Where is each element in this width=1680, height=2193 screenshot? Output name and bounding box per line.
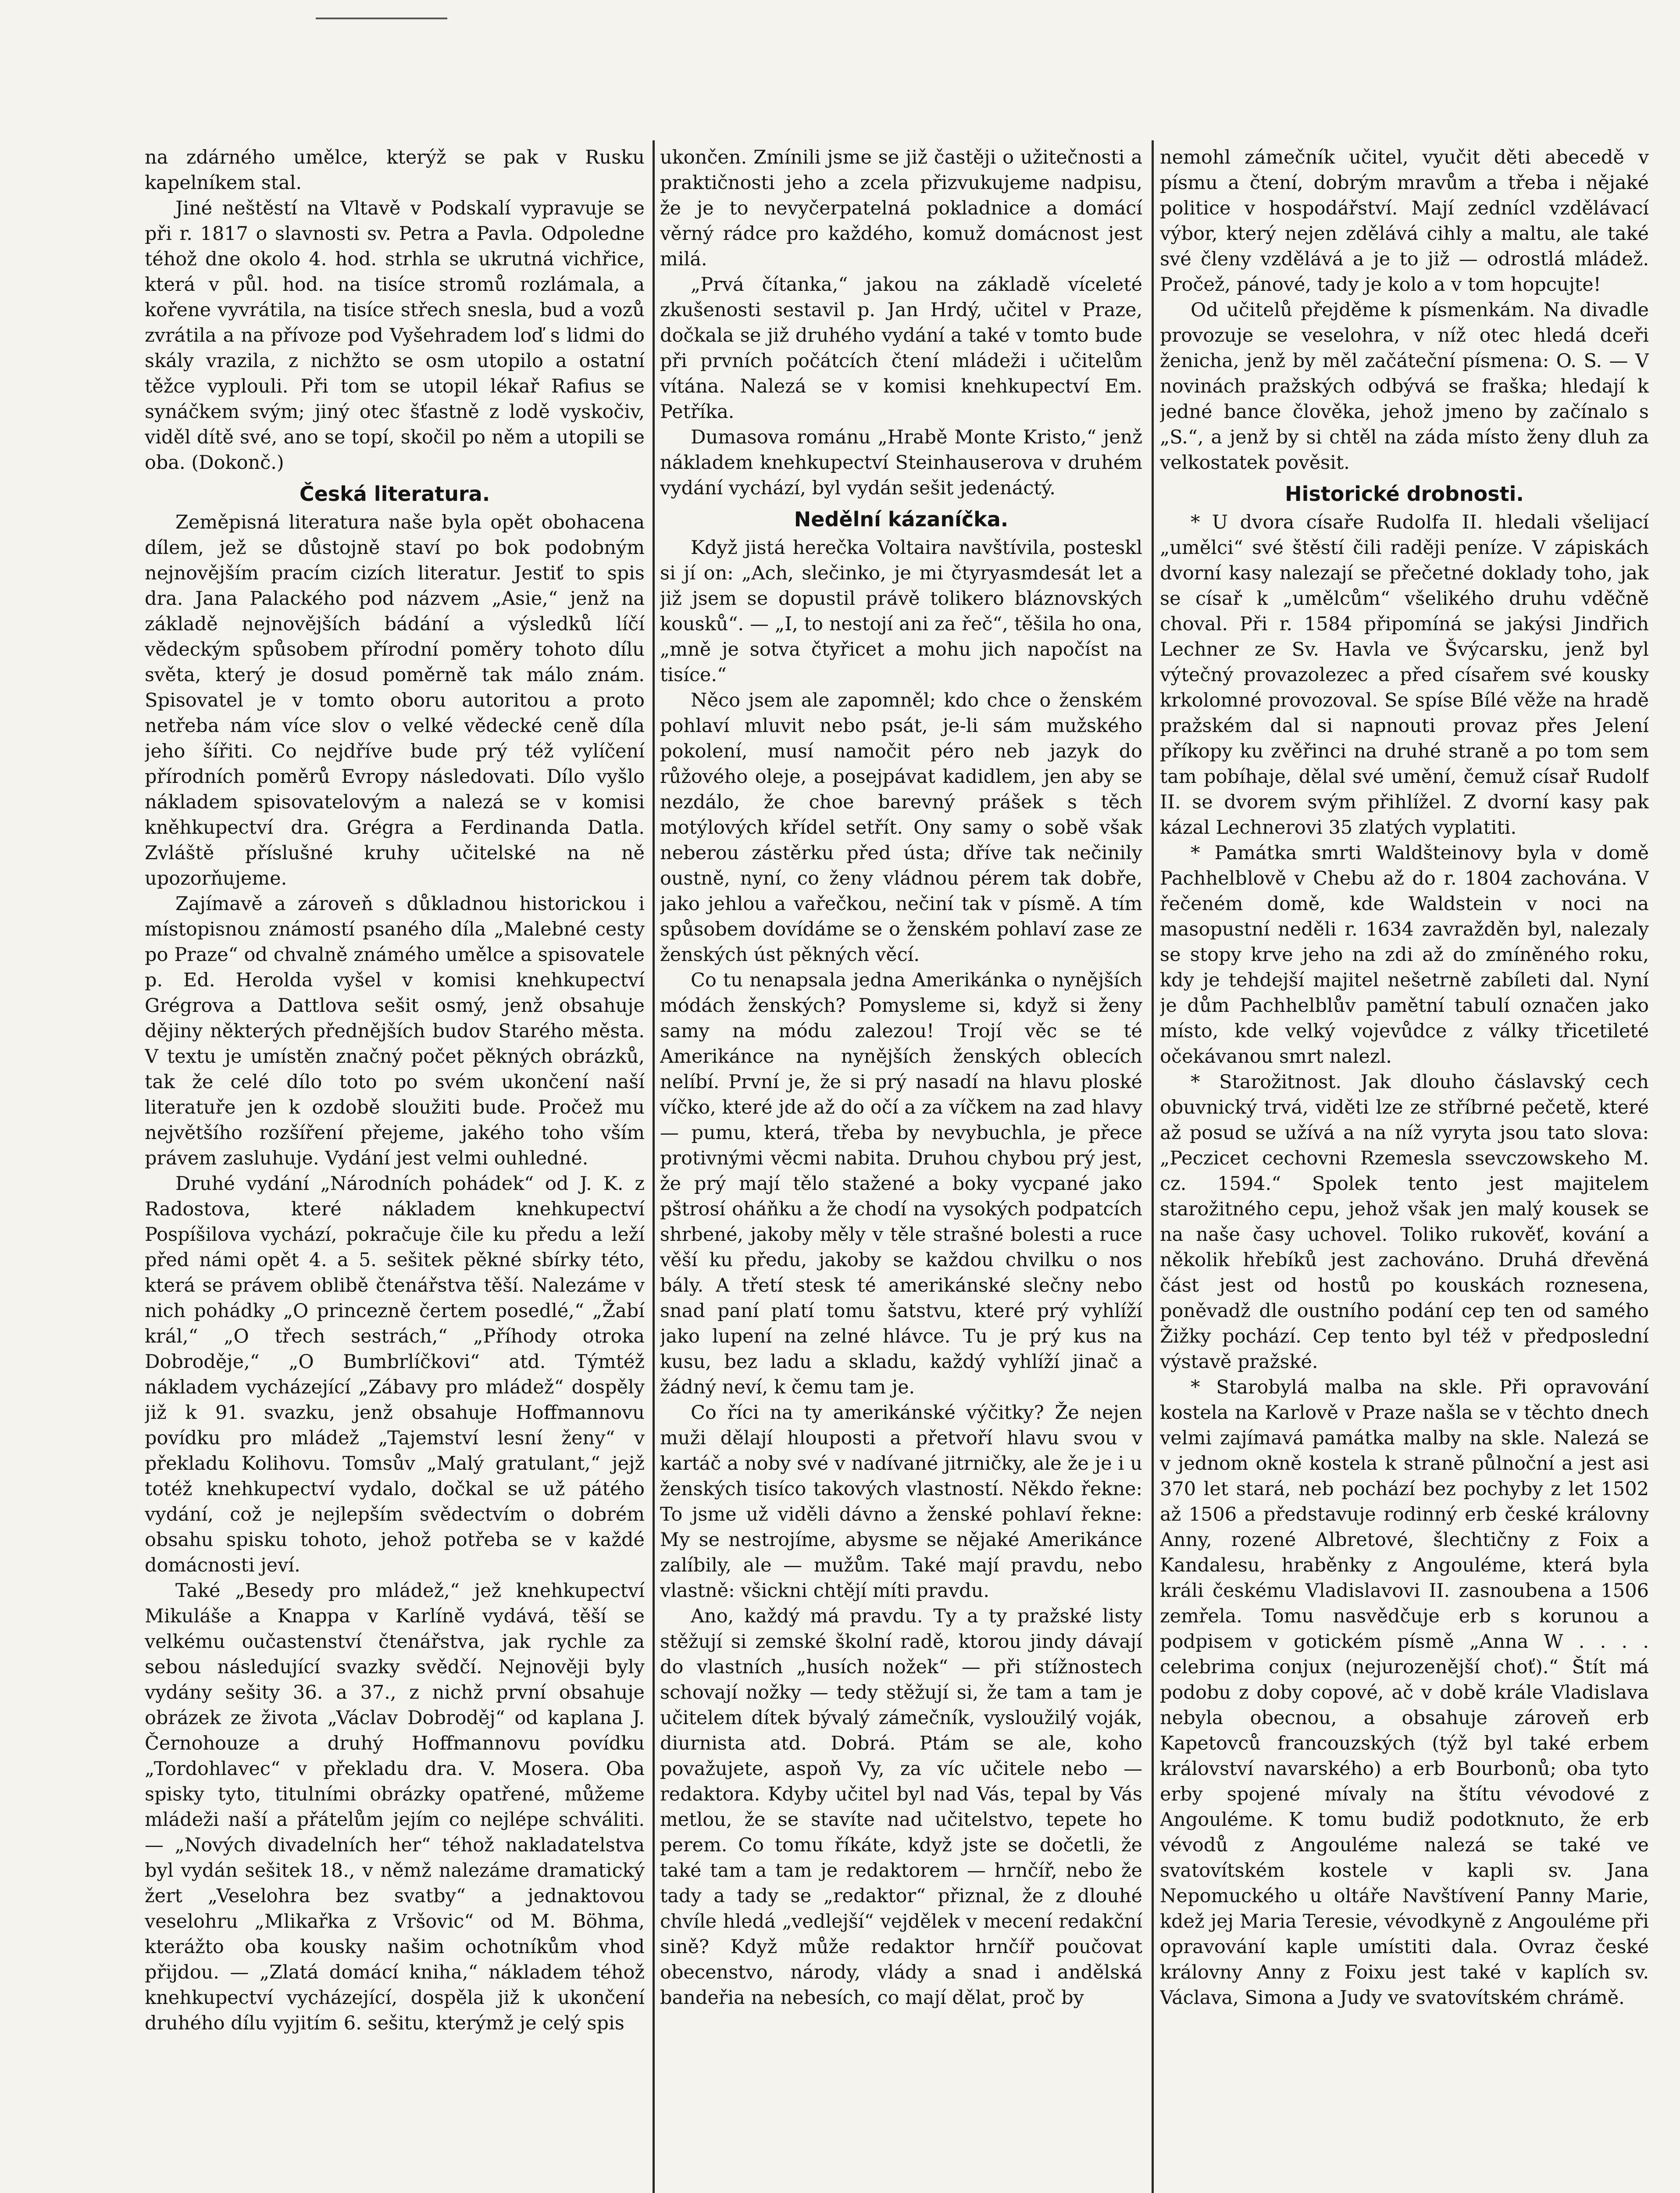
paragraph: Něco jsem ale zapomněl; kdo chce o ženském pohlaví mluvit nebo psát, je-li sám mužského pokolení, musí namočit péro neb jazyk do růžového oleje, a posejpávat kadidlem, jen aby se nezdálo, že choe barevný prášek s těch motýlových křídel setřít. Ony samy o sobě však neberou zástěrku před ústa; dříve tak nečinily oustně, nyní, co ženy vládnou pérem tak dobře, jako jehlou a vařečkou, nečiní tak v písmě. A tím spůsobem dovídáme se o ženském pohlaví zase ze ženských úst pěkných věcí. (660, 689, 1142, 966)
column-middle (660, 145, 1142, 2193)
paragraph: * Památka smrti Waldšteinovy byla v domě Pachhelblově v Chebu až do r. 1804 zachována. V řečeném domě, kde Waldstein v noci na masopustní neděli r. 1634 zavražděn byl, nalezaly se stopy krve jeho na zdi až do zmíněného roku, kdy je tehdejší majitel nešetrně zabíleti dal. Nyní je dům Pachhelblův pamětní tabulí označen jako místo, kde velký vojevůdce z války třicetileté očekávanou smrt nalezl. (1160, 842, 1649, 1068)
paragraph: Zajímavě a zároveň s důkladnou historickou i místopisnou známostí psaného díla „Malebné cesty po Praze“ od chvalně známého umělce a spisovatele p. Ed. Herolda vyšel v komisi knehkupectví Grégrova a Dattlova sešit osmý, jenž obsahuje dějiny některých přednějších budov Starého města. V textu je umístěn značný počet pěkných obrázků, tak že celé dílo toto po svém ukončení naší literatuře jen k ozdobě sloužiti bude. Pročež mu největšího rozšíření přejeme, jakého toho vším právem zasluhuje. Vydání jest velmi ouhledné. (145, 893, 645, 1169)
column-right (1160, 145, 1649, 2193)
paragraph: Také „Besedy pro mládež,“ jež knehkupectví Mikuláše a Knappa v Karlíně vydává, těší se velkému oučastenství čtenářstva, jak rychle za sebou následující svazky svědčí. Nejnověji byly vydány sešity 36. a 37., z nichž první obsahuje obrázek ze života „Václav Dobroděj“ od kaplana J. Černohouze a druhý Hoffmannovu povídku „Tordohlavec“ v překladu dra. V. Mosera. Oba spisky tyto, titulními obrázky opatřené, můžeme mládeži naší a přátelům jejím co nejlépe schváliti. — „Nových divadelních her“ téhož nakladatelstva byl vydán sešitek 18., v němž nalezáme dramatický žert „Veselohra bez svatby“ a jednaktovou veselohru „Mlikařka z Vršovic“ od M. Böhma, kterážto oba kousky našim ochotníkům vhod přijdou. — „Zlatá domácí kniha,“ nákladem téhož knehkupectví vycházející, dospěla již k ukončení druhého dílu vyjitím 6. sešitu, kterýmž je celý spis (145, 1580, 645, 2034)
paragraph: „Prvá čítanka,“ jakou na základě víceleté zkušenosti sestavil p. Jan Hrdý, učitel v Praze, dočkala se již druhého vydání a také v tomto bude při prvních počátcích čtení mládeži i učitelům vítána. Nalezá se v komisi knehkupectví Em. Petříka. (660, 274, 1142, 423)
paragraph: Ano, každý má pravdu. Ty a ty pražské listy stěžují si zemské školní radě, ktorou jindy dávají do vlastních „husích nožek“ — při stížnostech schovají nožky — tedy stěžují si, že tam a tam je učitelem dítek bývalý zámečník, vysloužilý voják, diurnista atd. Dobrá. Ptám se ale, koho považujete, aspoň Vy, za víc učitele nebo — redaktora. Kdyby učitel byl nad Vás, tepal by Vás metlou, že se stavíte nad učitelstvo, tepete ho perem. Co tomu říkáte, když jste se dočetli, že také tam a tam je redaktorem — hrnčíř, nebo že tady a tady se „redaktor“ přiznal, že z dlouhé chvíle hledá „vedlejší“ vejdělek v mecení redakční sině? Když může redaktor hrnčíř poučovat obecenstvo, národy, vlády a snad i andělská bandeřia na nebesích, co mají dělat, proč by (660, 1605, 1142, 2009)
paragraph: * Starožitnost. Jak dlouho čáslavský cech obuvnický trvá, viděti lze ze stříbrné pečetě, které až posud se užívá a na níž vyryta jsou tato slova: „Peczicet cechovni Rzemesla ssevczowskeho M. cz. 1594.“ Spolek tento jest majitelem starožitného cepu, jehož však jen malý kousek se na naše časy uchovel. Toliko rukověť, kování a několik hřebíků jest zachováno. Druhá dřevěná část jest od hostů po kouskách roznesena, poněvadž dle oustního podání cep ten od samého Žižky pochází. Cep tento byl též v předposlední výstavě pražské. (1160, 1071, 1649, 1373)
section-heading-czech-literature: Česká literatura. (299, 482, 490, 506)
paragraph: Co říci na ty amerikánské výčitky? Že nejen muži dělají hlouposti a přetvoří hlavu svou v kartáč a noby své v nadívané jitrničky, ale že je i u ženských tisíco takových vlastností. Někdo řekne: To jsme už viděli dávno a ženské pohlaví řekne: My se nestrojíme, abysme se nějaké Amerikánce zalíbily, ale — mužům. Také mají pravdu, nebo vlastně: všickni chtějí míti pravdu. (660, 1402, 1142, 1602)
paragraph: na zdárného umělce, kterýž se pak v Rusku kapelníkem stal. (145, 146, 645, 194)
column-left (145, 145, 645, 2193)
paragraph: ukončen. Zmínili jsme se již častěji o užitečnosti a praktičnosti jeho a zcela přizvukujeme nadpisu, že je to nevyčerpatelná pokladnice a domácí věrný rádce pro každého, komuž domácnost jest milá. (660, 146, 1142, 270)
column-divider (1152, 140, 1154, 2193)
paragraph: * U dvora císaře Rudolfa II. hledali všelijací „umělci“ své štěstí čili raději peníze. V zápiskách dvorní kasy nalezají se přečetné doklady toho, jak se císař k „umělcům“ všelikého druhu vděčně choval. Při r. 1584 připomíná se jakýsi Jindřich Lechner ze Sv. Havla ve Švýcarsku, jenž byl výtečný provazolezec a před císařem své kousky krkolomné provozoval. Se spíse Bílé věže na hradě pražském dal si napnouti provaz přes Jelení příkopy ku zvěřinci na druhé straně a po tom sem tam pobíhaje, dělal své umění, čemuž císař Rudolf II. se dvorem svým přihlížel. Z dvorní kasy pak kázal Lechnerovi 35 zlatých vyplatiti. (1160, 511, 1649, 839)
paragraph: Když jistá herečka Voltaira navštívila, posteskl si jí on: „Ach, slečinko, je mi čtyryasmdesát let a již jsem se dopustil právě tolikero bláznovských kousků“. — „I, to nestojí ani za řeč“, těšila ho ona, „mně je sotva čtyřicet a mohu jich napočíst na tisíce.“ (660, 537, 1142, 686)
section-heading-sunday-sermons: Nedělní kázaníčka. (794, 507, 1009, 531)
paragraph: Co tu nenapsala jedna Amerikánka o nynějších módách ženských? Pomysleme si, když si ženy samy na módu zalezou! Trojí věc se té Amerikánce na nynějších ženských oblecích nelíbí. První je, že si prý nasadí na hlavu ploské víčko, které jde až do očí a za víčkem na zad hlavy — pumu, která, třeba by nevybuchla, je přece protivnými věcmi nabita. Druhou chybou prý jest, že prý mají tělo stažené a boky vycpané jako pštrosí oháňku a že chodí na vysokých podpatcích shrbené, jakoby měly v těle strašné bolesti a ruce věší ku předu, jakoby se každou chvilku o nos bály. A třetí stesk té amerikánské slečny nebo snad paní platí tomu šatstvu, které prý vyhlíží jako lupení na zelné hlávce. Tu je prý kus na kusu, bez ladu a skladu, každý vyhlíží jinač a žádný neví, k čemu tam je. (660, 969, 1142, 1398)
paragraph: * Starobylá malba na skle. Při opravování kostela na Karlově v Praze našla se v těchto dnech velmi zajímavá památka malby na skle. Nalezá se v jednom okně kostela k straně půlnoční a jest asi 370 let stará, neb pochází bez pochyby z let 1502 až 1506 a představuje rodinný erb české královny Anny, rozené Albretové, šlechtičny z Foix a Kandalesu, hraběnky z Angouléme, která byla králi českému Vladislavovi II. zasnoubena a 1506 zemřela. Tomu nasvědčuje erb s korunou a podpisem v gotickém písmě „Anna W . . . . celebrima conjux (nejurozenější choť).“ Štít má podobu z doby copové, ač v době krále Vladislava nebyla obecnou, a obsahuje zároveň erb Kapetovců francouzských (týž byl také erbem království navarského) a erb Bourbonů; oba tyto erby spojené mívaly na štítu vévodové z Angouléme. K tomu budiž podotknuto, že erb vévodů z Angouléme nalezá se také ve svatovítském kostele v kapli sv. Jana Nepomuckého u oltáře Navštívení Panny Marie, kdež jej Maria Teresie, vévodkyně z Angouléme při opravování kaple umístiti dala. Ovraz české královny Anny z Foixu jest také v kaplích sv. Václava, Simona a Judy ve svatovítském chrámě. (1160, 1376, 1649, 2009)
paragraph: Zeměpisná literatura naše byla opět obohacena dílem, jež se důstojně staví po bok podobným nejnovějším pracím cizích literatur. Jestiť to spis dra. Jana Palackého pod názvem „Asie,“ jenž na základě nejnovějších bádání a výsledků líčí vědeckým spůsobem přírodní poměry tohoto dílu světa, který je dosud poměrně tak málo znám. Spisovatel je v tomto oboru autoritou a proto netřeba nám více slov o velké vědecké ceně díla jeho šířiti. Co nejdříve bude prý též vylíčení přírodních poměrů Evropy následovati. Dílo vyšlo nákladem spisovatelovým a nalezá se v komisi kněhkupectví dra. Grégra a Ferdinanda Datla. Zvláště příslušné kruhy učitelské na ně upozorňujeme. (145, 511, 645, 889)
paragraph: Dumasova románu „Hrabě Monte Kristo,“ jenž nákladem knehkupectví Steinhauserova v druhém vydání vychází, byl vydán sešit jedenáctý. (660, 426, 1142, 499)
paragraph: Druhé vydání „Národních pohádek“ od J. K. z Radostova, které nákladem knehkupectví Pospíšilova vychází, pokračuje čile ku předu a leží před námi opět 4. a 5. sešitek pěkné sbírky této, která se právem oblibě čtenářstva těší. Nalezáme v nich pohádky „O princezně čertem posedlé,“ „Žabí král,“ „O třech sestrách,“ „Příhody otroka Dobroděje,“ „O Bumbrlíčkovi“ atd. Týmtéž nákladem vycházející „Zábavy pro mládež“ dospěly již k 91. svazku, jenž obsahuje Hoffmannovu povídku pro mládež „Tajemství lesní ženy“ v překladu Kolihovu. Tomsův „Malý gratulant,“ jejž totéž knehkupectví vydalo, dočkal se už pátého vydání, což je nejlepším svědectvím o dobrém obsahu spisku tohoto, jehož potřeba se v každé domácnosti jeví. (145, 1173, 645, 1576)
paragraph: Jiné neštěstí na Vltavě v Podskalí vypravuje se při r. 1817 o slavnosti sv. Petra a Pavla. Odpoledne téhož dne okolo 4. hod. strhla se ukrutná vichřice, která v půl. hod. na tisíce stromů rozlámala, a kořene vyvrátila, na tisíce střech snesla, bud a vozů zvrátila a na přívoze pod Vyšehradem loď s lidmi do skály vrazila, z nichžto se osm utopilo a ostatní těžce vyplouli. Při tom se utopil lékař Rafius se synáčkem svým; jiný otec šťastně z lodě vyskočiv, viděl dítě své, ano se topí, skočil po něm a utopili se oba. (Dokonč.) (145, 197, 645, 474)
column-divider (653, 140, 655, 2193)
page-edge-mark (316, 4, 447, 19)
paragraph: nemohl zámečník učitel, vyučit děti abecedě v písmu a čtení, dobrým mravům a třeba i nějaké politice v hospodářství. Mají zednícl vzdělávací výbor, který nejen zdělává cihly a maltu, ale také své členy vzdělává a je to již — odrostlá mládež. Pročež, pánové, tady je kolo a v tom hopcujte! (1160, 146, 1649, 296)
paragraph: Od učitelů přejděme k písmenkám. Na divadle provozuje se veselohra, v níž otec hledá dceři ženicha, jenž by měl začáteční písmena: O. S. — V novinách pražských odbývá se fraška; hledají k jedné bance člověka, jehož jmeno by začínalo s „S.“, a jenž by si chtěl na záda místo ženy dluh za velkostatek pověsit. (1160, 299, 1649, 474)
section-heading-historical-trifles: Historické drobnosti. (1285, 482, 1524, 506)
